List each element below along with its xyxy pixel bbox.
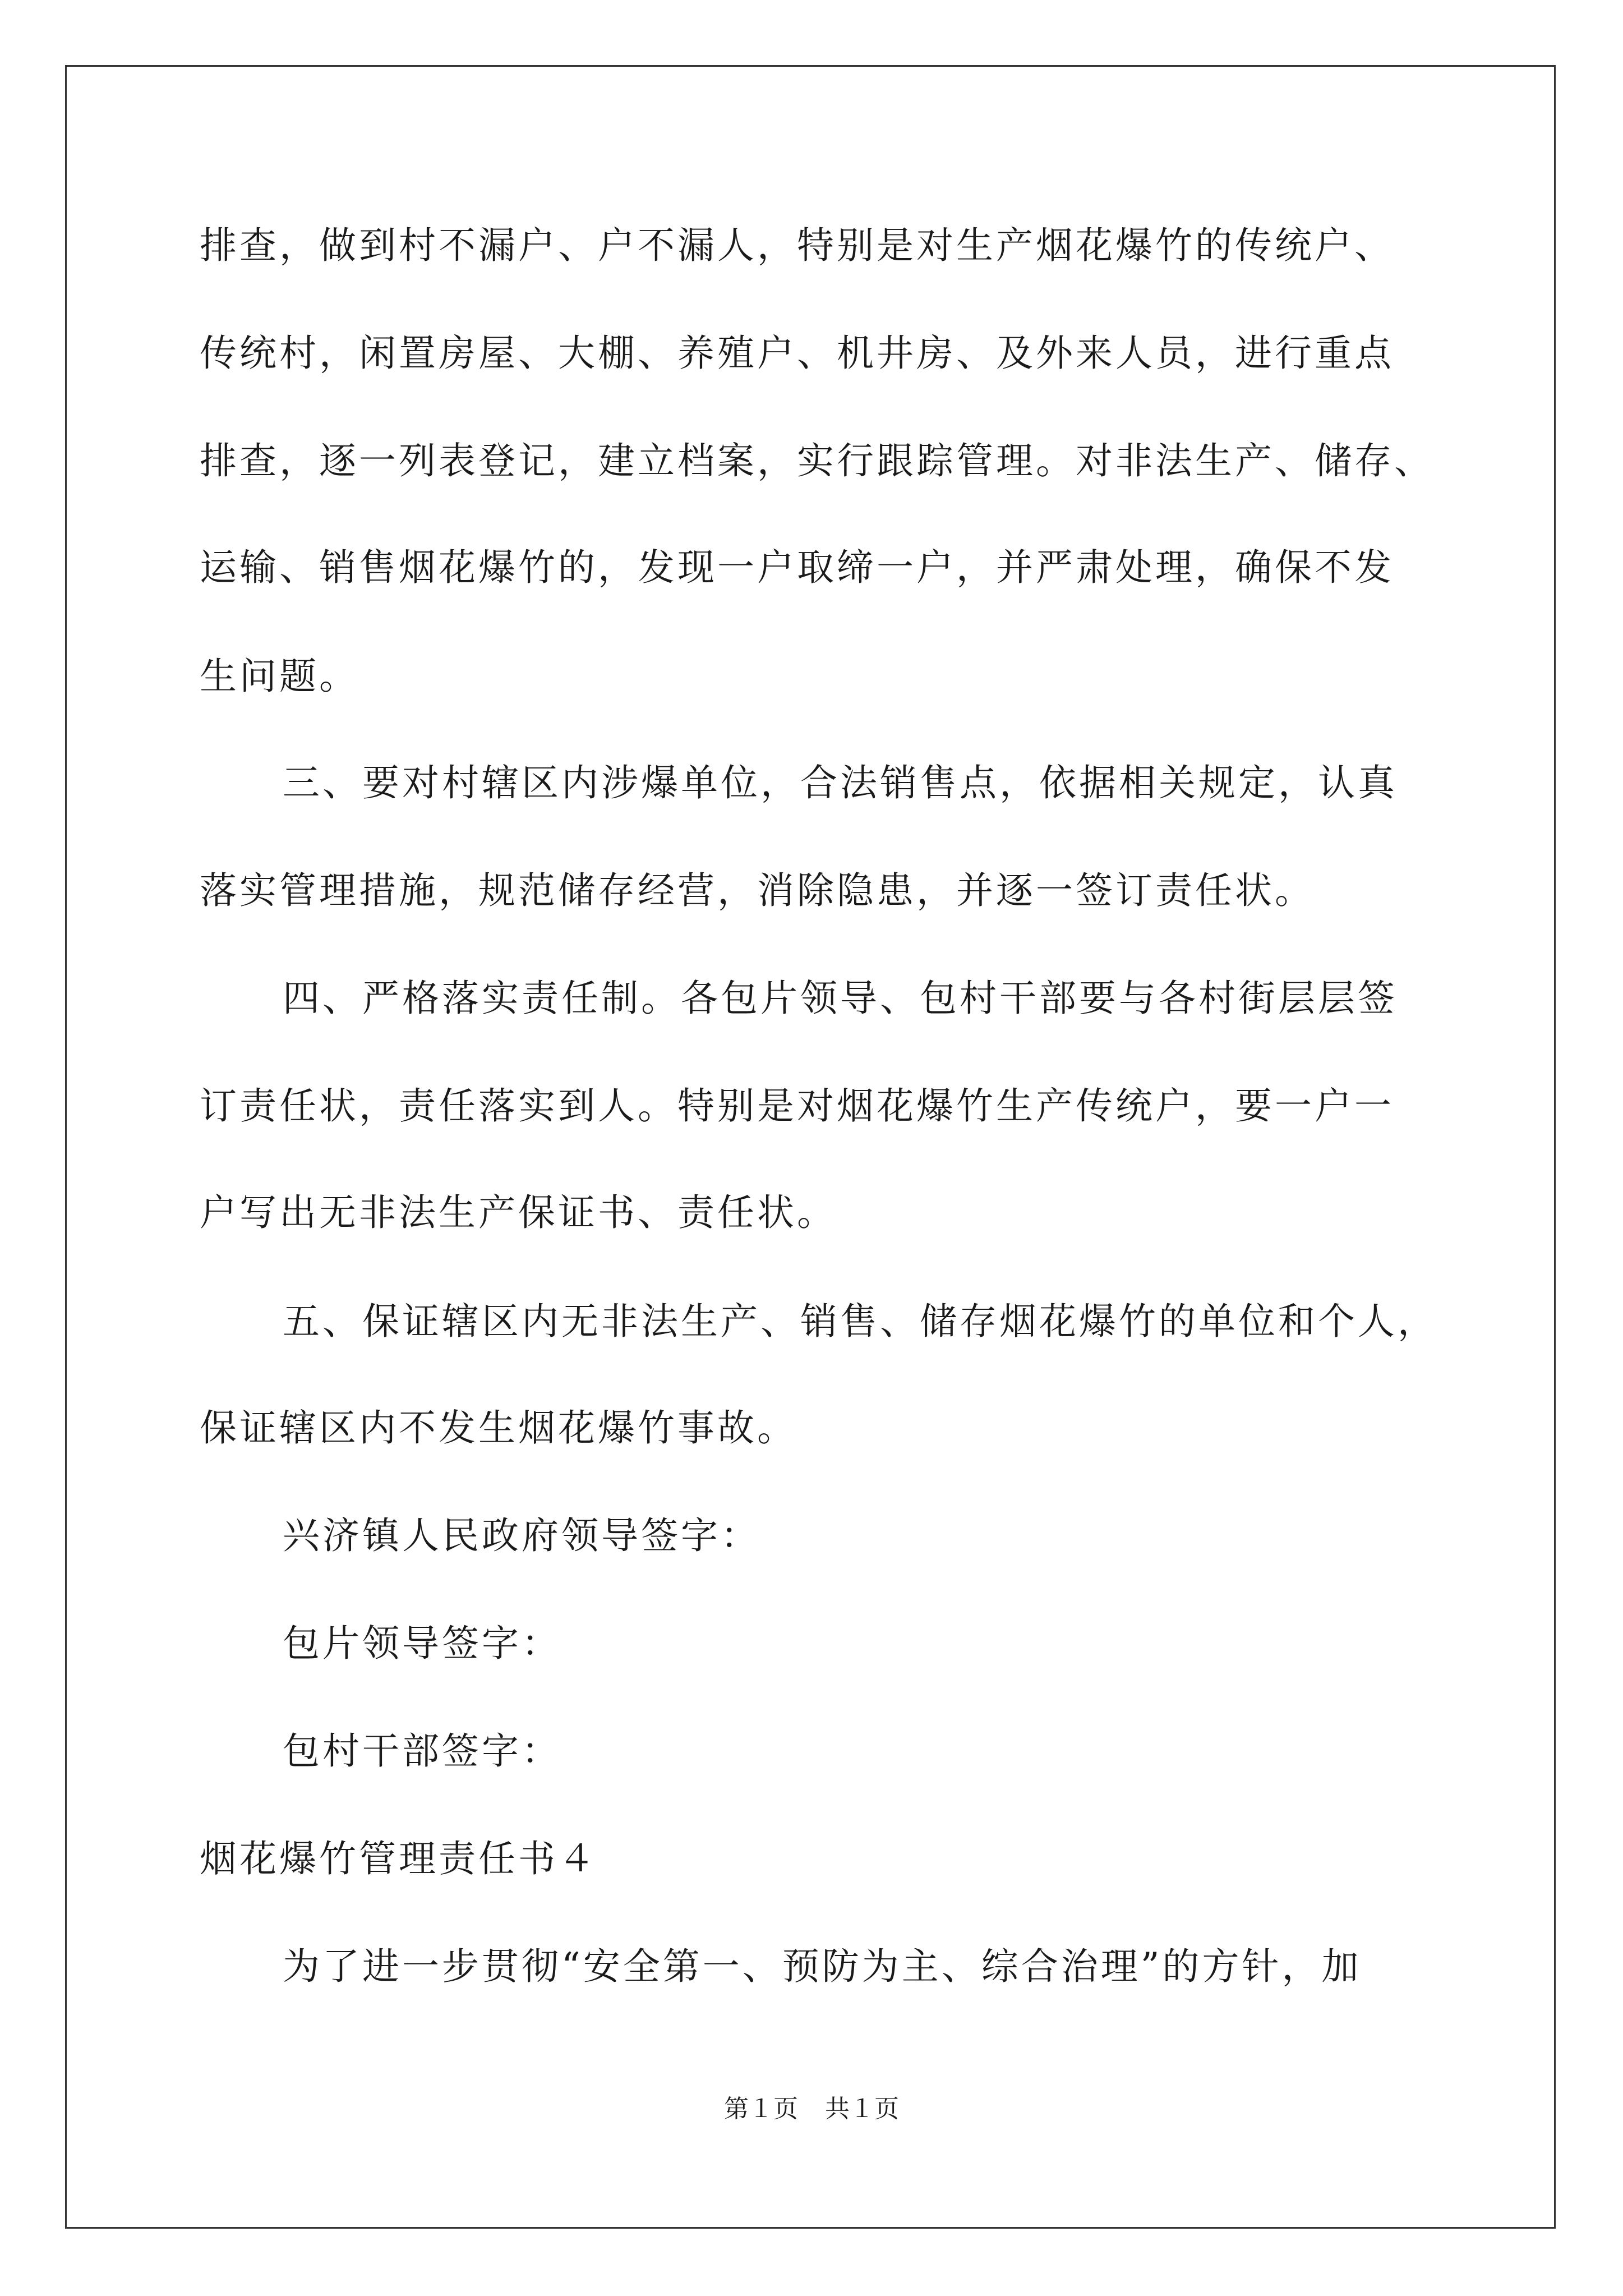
page-number-total: 共１页 [825,2095,899,2123]
paragraph-3-line-2: 落实管理措施，规范储存经营，消除隐患，并逐一签订责任状。 [200,869,1315,912]
signature-village-cadre: 包村干部签字： [283,1729,561,1773]
signature-government-leader: 兴济镇人民政府领导签字： [283,1514,760,1557]
paragraph-4-line-1: 四、严格落实责任制。各包片领导、包村干部要与各村街层层签 [283,977,1398,1020]
page-footer [0,2093,1623,2125]
text-line-4: 运输、销售烟花爆竹的，发现一户取缔一户，并严肃处理，确保不发 [200,546,1394,589]
paragraph-next-line-1: 为了进一步贯彻“安全第一、预防为主、综合治理”的方针，加 [283,1945,1362,1988]
paragraph-5-line-1: 五、保证辖区内无非法生产、销售、储存烟花爆竹的单位和个人， [283,1300,1437,1343]
page-border [65,65,1556,2229]
paragraph-5-line-2: 保证辖区内不发生烟花爆竹事故。 [200,1406,797,1450]
text-line-2: 传统村，闲置房屋、大棚、养殖户、机井房、及外来人员，进行重点 [200,332,1394,375]
paragraph-4-line-2: 订责任状，责任落实到人。特别是对烟花爆竹生产传统户，要一户一 [200,1084,1394,1128]
signature-district-leader: 包片领导签字： [283,1622,561,1665]
text-line-3: 排查，逐一列表登记，建立档案，实行跟踪管理。对非法生产、储存、 [200,439,1434,482]
page-number-current: 第１页 [724,2095,798,2123]
text-line-5: 生问题。 [200,655,359,698]
paragraph-3-line-1: 三、要对村辖区内涉爆单位，合法销售点，依据相关规定，认真 [283,761,1398,804]
paragraph-4-line-3: 户写出无非法生产保证书、责任状。 [200,1191,837,1234]
section-heading: 烟花爆竹管理责任书４ [200,1837,598,1880]
text-line-1: 排查，做到村不漏户、户不漏人，特别是对生产烟花爆竹的传统户、 [200,224,1394,267]
